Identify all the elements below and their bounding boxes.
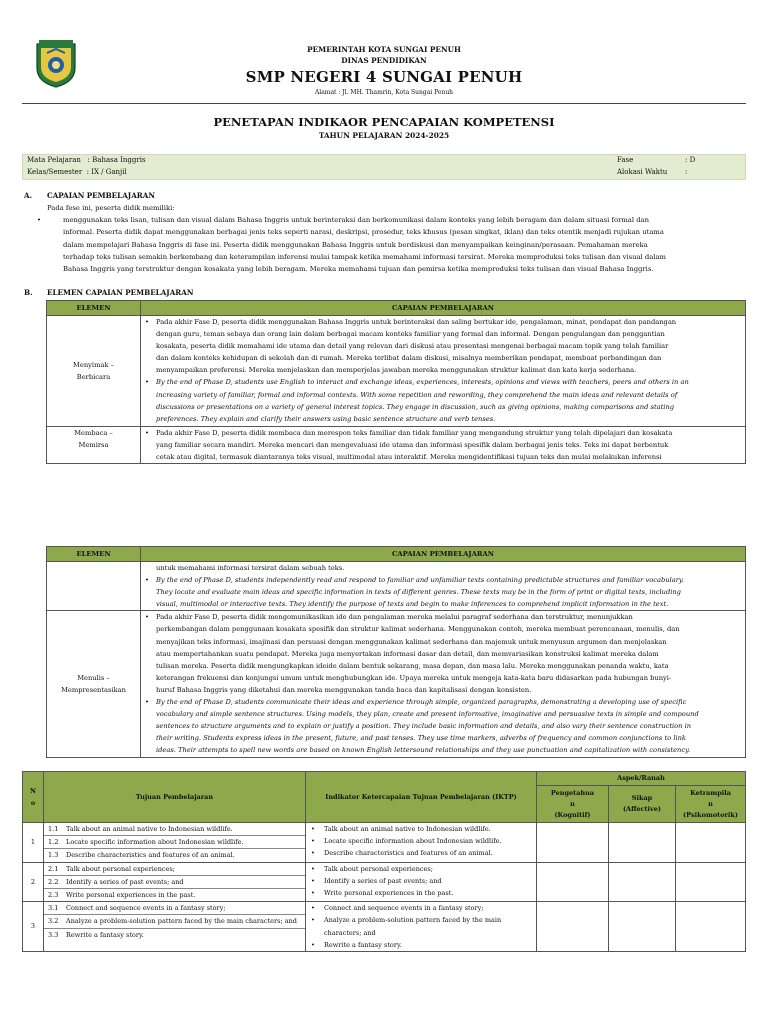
text-line: discussions or presentations on a variety of general interest topics. They engage in discussion, such as giving opinions, making comparisons and stating <box>156 402 675 411</box>
header-line: Sikap <box>631 794 653 802</box>
header-divider <box>22 103 746 104</box>
government-name: PEMERINTAH KOTA SUNGAI PENUH <box>307 45 461 54</box>
text-line: • Pada akhir Fase D, peserta didik membaca dan merespon teks familiar dan tidak familiar yang mengandung struktur yang telah dipelajari dan kosakata <box>156 429 673 437</box>
learning-objectives-table <box>22 771 746 952</box>
text-line: menggunakan teks lisan, tulisan dan visual dalam Bahasa Inggris untuk berinteraksi dan berkomunikasi dalam konteks yang lebih beragam dan dalam situasi formal dan <box>63 216 649 224</box>
course-info-box <box>22 154 746 180</box>
table-row <box>23 902 746 952</box>
tp-cell <box>44 823 306 863</box>
text-line: increasing variety of familiar, formal and informal contexts. With some repetition and rewording, they comprehend the main ideas and relevant details of <box>156 390 678 399</box>
element-table-page1 <box>46 300 746 464</box>
text-line: ideas. Their attempts to spell new words are based on known English lettersound relationships and they use punctuation and capitalization with consistency. <box>156 746 691 755</box>
col-header-capaian: CAPAIAN PEMBELAJARAN <box>141 301 746 316</box>
section-b-title: ELEMEN CAPAIAN PEMBELAJARAN <box>47 288 194 297</box>
text-line: • By the end of Phase D, students communicate their ideas and experience through simple, organized paragraphs, demonstrating a developing use of specific <box>156 698 687 707</box>
col-header-elemen: ELEMEN <box>47 301 141 316</box>
table-row <box>23 823 746 863</box>
tp-item: 3.1 Connect and sequence events in a fantasy story; <box>44 902 305 915</box>
text-line: They locate and evaluate main ideas and specific information in texts of different genres. These texts may be in the form of print or digital texts, including <box>156 588 681 597</box>
row-number: 3 <box>23 902 44 952</box>
header-line: (Psikomotorik) <box>683 810 738 819</box>
capaian-membaca <box>141 427 746 464</box>
text-line: • By the end of Phase D, students independently read and respond to familiar and unfamiliar texts containing predictable structures and familiar vocabulary. <box>156 576 684 585</box>
element-name-line: Mempresentasikan <box>61 685 126 694</box>
iktp-item: • Describe characteristics and features of an animal. <box>306 847 536 859</box>
text-line: sentences to structure arguments and to explain or justify a position. They include basic information and details, and also vary their sentence construction in <box>156 722 692 731</box>
iktp-item: • Write personal experiences in the past. <box>306 887 536 899</box>
capaian-menyimak <box>141 316 746 427</box>
row-number: 1 <box>23 823 44 863</box>
tp-item: 3.2 Analyze a problem-solution pattern faced by the main characters; and <box>44 915 305 928</box>
department-name: DINAS PENDIDIKAN <box>341 56 427 65</box>
text-line: their writing. Students express ideas in the present, future, and past tenses. They use time markers, adverbs of frequency and common conjunctions to link <box>156 734 686 743</box>
col-header-psikomotorik <box>676 786 746 823</box>
tp-item: 1.2 Locate specific information about Indonesian wildlife. <box>44 836 305 849</box>
time-allocation-label: Alokasi Waktu <box>617 168 668 176</box>
capaian-membaca-cont <box>141 562 746 611</box>
tp-cell <box>44 902 306 952</box>
afektif-cell[interactable] <box>609 862 676 902</box>
afektif-cell[interactable] <box>609 823 676 863</box>
header-line: (Kognitif) <box>554 810 591 819</box>
text-line: informal. Peserta didik dapat menggunakan berbagai jenis teks seperti narasi, deskripsi, prosedur, teks khusus (pesan singkat, iklan) dan teks otentik menjadi rujukan utama <box>63 228 664 237</box>
bullet-id <box>156 427 739 463</box>
kognitif-cell[interactable] <box>537 862 609 902</box>
text-line: keterangan frekuensi dan konjungsi umum untuk menghubungkan ide. Upaya mereka untuk mengeja kata-kata baru didasarkan pada hubungan bunyi- <box>156 673 672 682</box>
text-line: yang familiar secara mandiri. Mereka mencari dan mengevaluasi ide utama dan informasi spesifik dalam berbagai jenis teks. Teks ini dapat berbentuk <box>156 441 669 450</box>
capaian-menulis <box>141 611 746 757</box>
section-a-letter: A. <box>24 191 33 200</box>
phase-value: : D <box>685 156 696 164</box>
text-line: untuk memahami informasi tersirat dalam sebuah teks. <box>156 564 345 572</box>
element-name-line: Menulis – <box>77 673 110 682</box>
tp-cell <box>44 862 306 902</box>
header-line: N <box>30 786 36 795</box>
col-header-elemen: ELEMEN <box>47 547 141 562</box>
text-line: dalam mempelajari Bahasa Inggris di fase ini. Peserta didik menggunakan Bahasa Inggris untuk berdiskusi dan menyampaikan keinginan/perasaan. Pemahaman mereka <box>63 240 648 249</box>
bullet-en <box>156 574 739 610</box>
element-name-line: Berbicara <box>76 373 111 381</box>
element-name-line: Menyimak – <box>73 361 114 369</box>
section-a-bullet: • menggunakan teks lisan, tulisan dan visual dalam Bahasa Inggris untuk berinteraksi dan berkomunikasi dalam konteks yang lebih beragam dan dalam situasi formal dan informal. Peserta didik dapat menggunakan berbagai jenis teks seperti narasi, deskripsi, prosedur, teks khusus (pesan singkat, iklan) dan teks otentik menjadi rujukan utama dalam mempelajari Bahasa Inggris di fase ini. Peserta didik menggunakan Bahasa Inggris untuk berdiskusi dan menyampaikan keinginan/perasaan. Pemahaman mereka terhadap teks tulisan semakin berkembang dan keterampilan inferensi mulai tampak ketika memahami informasi tersirat. Mereka memproduksi teks tulisan dan visual dalam Bahasa Inggris yang terstruktur dengan kosakata yang lebih beragam. Mereka memahami tujuan dan pemirsa ketika memproduksi teks tulisan dan visual Bahasa Inggris. <box>51 214 711 275</box>
psikomotorik-cell[interactable] <box>676 902 746 952</box>
text-line: menyajikan teks informasi, imajinasi dan persuasi dengan menggunakan kalimat sederhana dan majemuk untuk menyusun argumen dan menjelaskan <box>156 637 667 646</box>
text-line: kosakata, peserta didik memahami ide utama dan detail yang relevan dari diskusi atau presentasi mengenai berbagai macam topik yang telah familiar <box>156 342 669 351</box>
tp-item: 2.3 Write personal experiences in the past. <box>48 890 196 899</box>
section-a-intro: Pada fese ini, peserta didik memiliki: <box>47 204 175 212</box>
text-line: preferences. They explain and clarify their answers using basic sentence structure and verb tenses. <box>156 414 496 423</box>
bullet-id <box>156 611 739 696</box>
psikomotorik-cell[interactable] <box>676 862 746 902</box>
academic-year: TAHUN PELAJARAN 2024-2025 <box>318 131 450 140</box>
header-line: Ketrampila <box>690 788 731 797</box>
school-name: SMP NEGERI 4 SUNGAI PENUH <box>245 68 523 86</box>
tp-item: 1.3 Describe characteristics and features of an animal. <box>48 851 235 860</box>
school-address: Alamat : Jl. MH. Thamrin, Kota Sungai Penuh <box>314 89 454 96</box>
text-line: • By the end of Phase D, students use English to interact and exchange ideas, experiences, interests, opinions and views with teachers, peers and others in an <box>156 378 689 387</box>
afektif-cell[interactable] <box>609 902 676 952</box>
col-header-kognitif <box>537 786 609 823</box>
text-line: dan dalam konteks kehidupan di sekolah dan di rumah. Mereka terlibat dalam diskusi, misalnya memberikan pendapat, membuat perbandingan dan <box>156 354 662 363</box>
text-line: Bahasa Inggris yang terstruktur dengan kosakata yang lebih beragam. Mereka memahami tujuan dan pemirsa ketika memproduksi teks tulisan dan visual Bahasa Inggris. <box>63 265 654 274</box>
bullet-en <box>156 376 739 424</box>
iktp-cell <box>306 902 537 952</box>
psikomotorik-cell[interactable] <box>676 823 746 863</box>
document-title: PENETAPAN INDIKAOR PENCAPAIAN KOMPETENSI <box>213 115 555 129</box>
col-header-tp: Tujuan Pembelajaran <box>44 772 306 823</box>
iktp-item: • Rewrite a fantasy story. <box>306 939 536 951</box>
tp-item: 1.1 Talk about an animal native to Indonesian wildlife. <box>44 823 305 836</box>
element-name-line: Memirsa <box>78 441 109 449</box>
subject-line: Mata Pelajaran : Bahasa Inggris <box>27 156 146 164</box>
element-menyimak <box>47 316 141 427</box>
header-line: (Affective) <box>622 805 661 813</box>
header-line: Pengetahua <box>550 788 595 797</box>
header-line: n <box>570 799 575 808</box>
table-row <box>23 862 746 902</box>
iktp-item: • Locate specific information about Indonesian wildlife. <box>306 835 536 847</box>
text-line: tulisan mereka. Peserta didik mengungkapkan ideide dalam bentuk sekarang, masa depan, dan masa lalu. Mereka menggunakan penanda waktu, kata <box>156 661 669 670</box>
element-membaca <box>47 427 141 464</box>
text-line: vocabulary and simple sentence structures. Using models, they plan, create and present informative, imaginative and persuasive texts in simple and compound <box>156 710 699 719</box>
row-number: 2 <box>23 862 44 902</box>
phase-label: Fase <box>617 156 634 164</box>
iktp-item: • Identify a series of past events; and <box>306 875 536 887</box>
iktp-item: • Analyze a problem-solution pattern faced by the main characters; and <box>306 914 536 938</box>
bullet-en <box>156 696 739 756</box>
text-line: cetak atau digital, termasuk diantaranya teks visual, multimodal atau interaktif. Mereka mengidentifikasi tujuan teks dan mulai melakukan inferensi <box>156 453 662 462</box>
text-line: menyampaikan preferensi. Mereka menjelaskan dan memperjelas jawaban mereka menggunakan struktur kalimat dan kata kerja sederhana. <box>156 366 637 375</box>
text-line: • Pada akhir Fase D, peserta didik mengomunikasikan ide dan pengalaman mereka melalui paragraf sederhana dan terstruktur, menunjukkan <box>156 613 633 622</box>
tp-item: 3.3 Rewrite a fantasy story. <box>48 930 144 939</box>
tp-item: 2.2 Identify a series of past events; and <box>44 876 305 889</box>
col-header-capaian: CAPAIAN PEMBELAJARAN <box>141 547 746 562</box>
text-line: perkembangan dalam penggunaan kosakata spesifik dan struktur kalimat sederhana. Menggunakan contoh, mereka membuat perencanaan, menulis, dan <box>156 625 680 634</box>
kognitif-cell[interactable] <box>537 823 609 863</box>
class-semester-line: Kelas/Semester : IX / Ganjil <box>27 168 127 176</box>
element-menulis <box>47 611 141 757</box>
iktp-cell <box>306 823 537 863</box>
element-membaca-cont <box>47 562 141 611</box>
iktp-item: • Talk about personal experiences; <box>306 863 536 875</box>
text-line: huruf Bahasa Inggris yang diketahui dan mereka menggunakan tanda baca dan kapitalisasi dengan konsisten. <box>156 685 532 694</box>
tp-item: 2.1 Talk about personal experiences; <box>44 863 305 876</box>
header-line: n <box>708 799 713 808</box>
col-header-iktp: Indikator Ketercapaian Tujuan Pembelajaran (IKTP) <box>306 772 537 823</box>
text-line: terhadap teks tulisan semakin berkembang dan keterampilan inferensi mulai tampak ketika memahami informasi tersirat. Mereka memproduksi teks tulisan dan visual dalam <box>63 252 666 261</box>
header-line: o <box>30 799 36 807</box>
bullet-id <box>156 316 739 376</box>
text-line: visual, multimodal or interactive texts. They identify the purpose of texts and begin to make inferences to comprehend implicit information in the text. <box>156 600 669 609</box>
section-a-title: CAPAIAN PEMBELAJARAN <box>47 191 155 200</box>
iktp-cell <box>306 862 537 902</box>
col-header-afektif <box>609 786 676 823</box>
element-table-page2 <box>46 546 746 758</box>
text-line: atau mempertahankan suatu pendapat. Mereka juga menyertakan informasi dasar dan detail, dan memvariasikan konstruksi kalimat mereka dalam <box>156 649 659 658</box>
time-allocation-value: : <box>685 168 688 176</box>
element-name-line: Membaca – <box>74 429 113 437</box>
text-line: • Pada akhir Fase D, peserta didik menggunakan Bahasa Inggris untuk berinteraksi dan saling bertukar ide, pengalaman, minat, pendapat dan pandangan <box>156 318 677 326</box>
col-header-no <box>23 772 44 823</box>
text-line: dengan guru, teman sebaya dan orang lain dalam berbagai macam konteks familiar yang formal dan informal. Dengan pengulangan dan penggantian <box>156 330 665 339</box>
iktp-item: • Connect and sequence events in a fantasy story; <box>306 902 536 914</box>
col-header-aspek: Aspek/Ranah <box>537 772 746 786</box>
kognitif-cell[interactable] <box>537 902 609 952</box>
iktp-item: • Talk about an animal native to Indonesian wildlife. <box>306 823 536 835</box>
section-b-letter: B. <box>24 288 33 297</box>
